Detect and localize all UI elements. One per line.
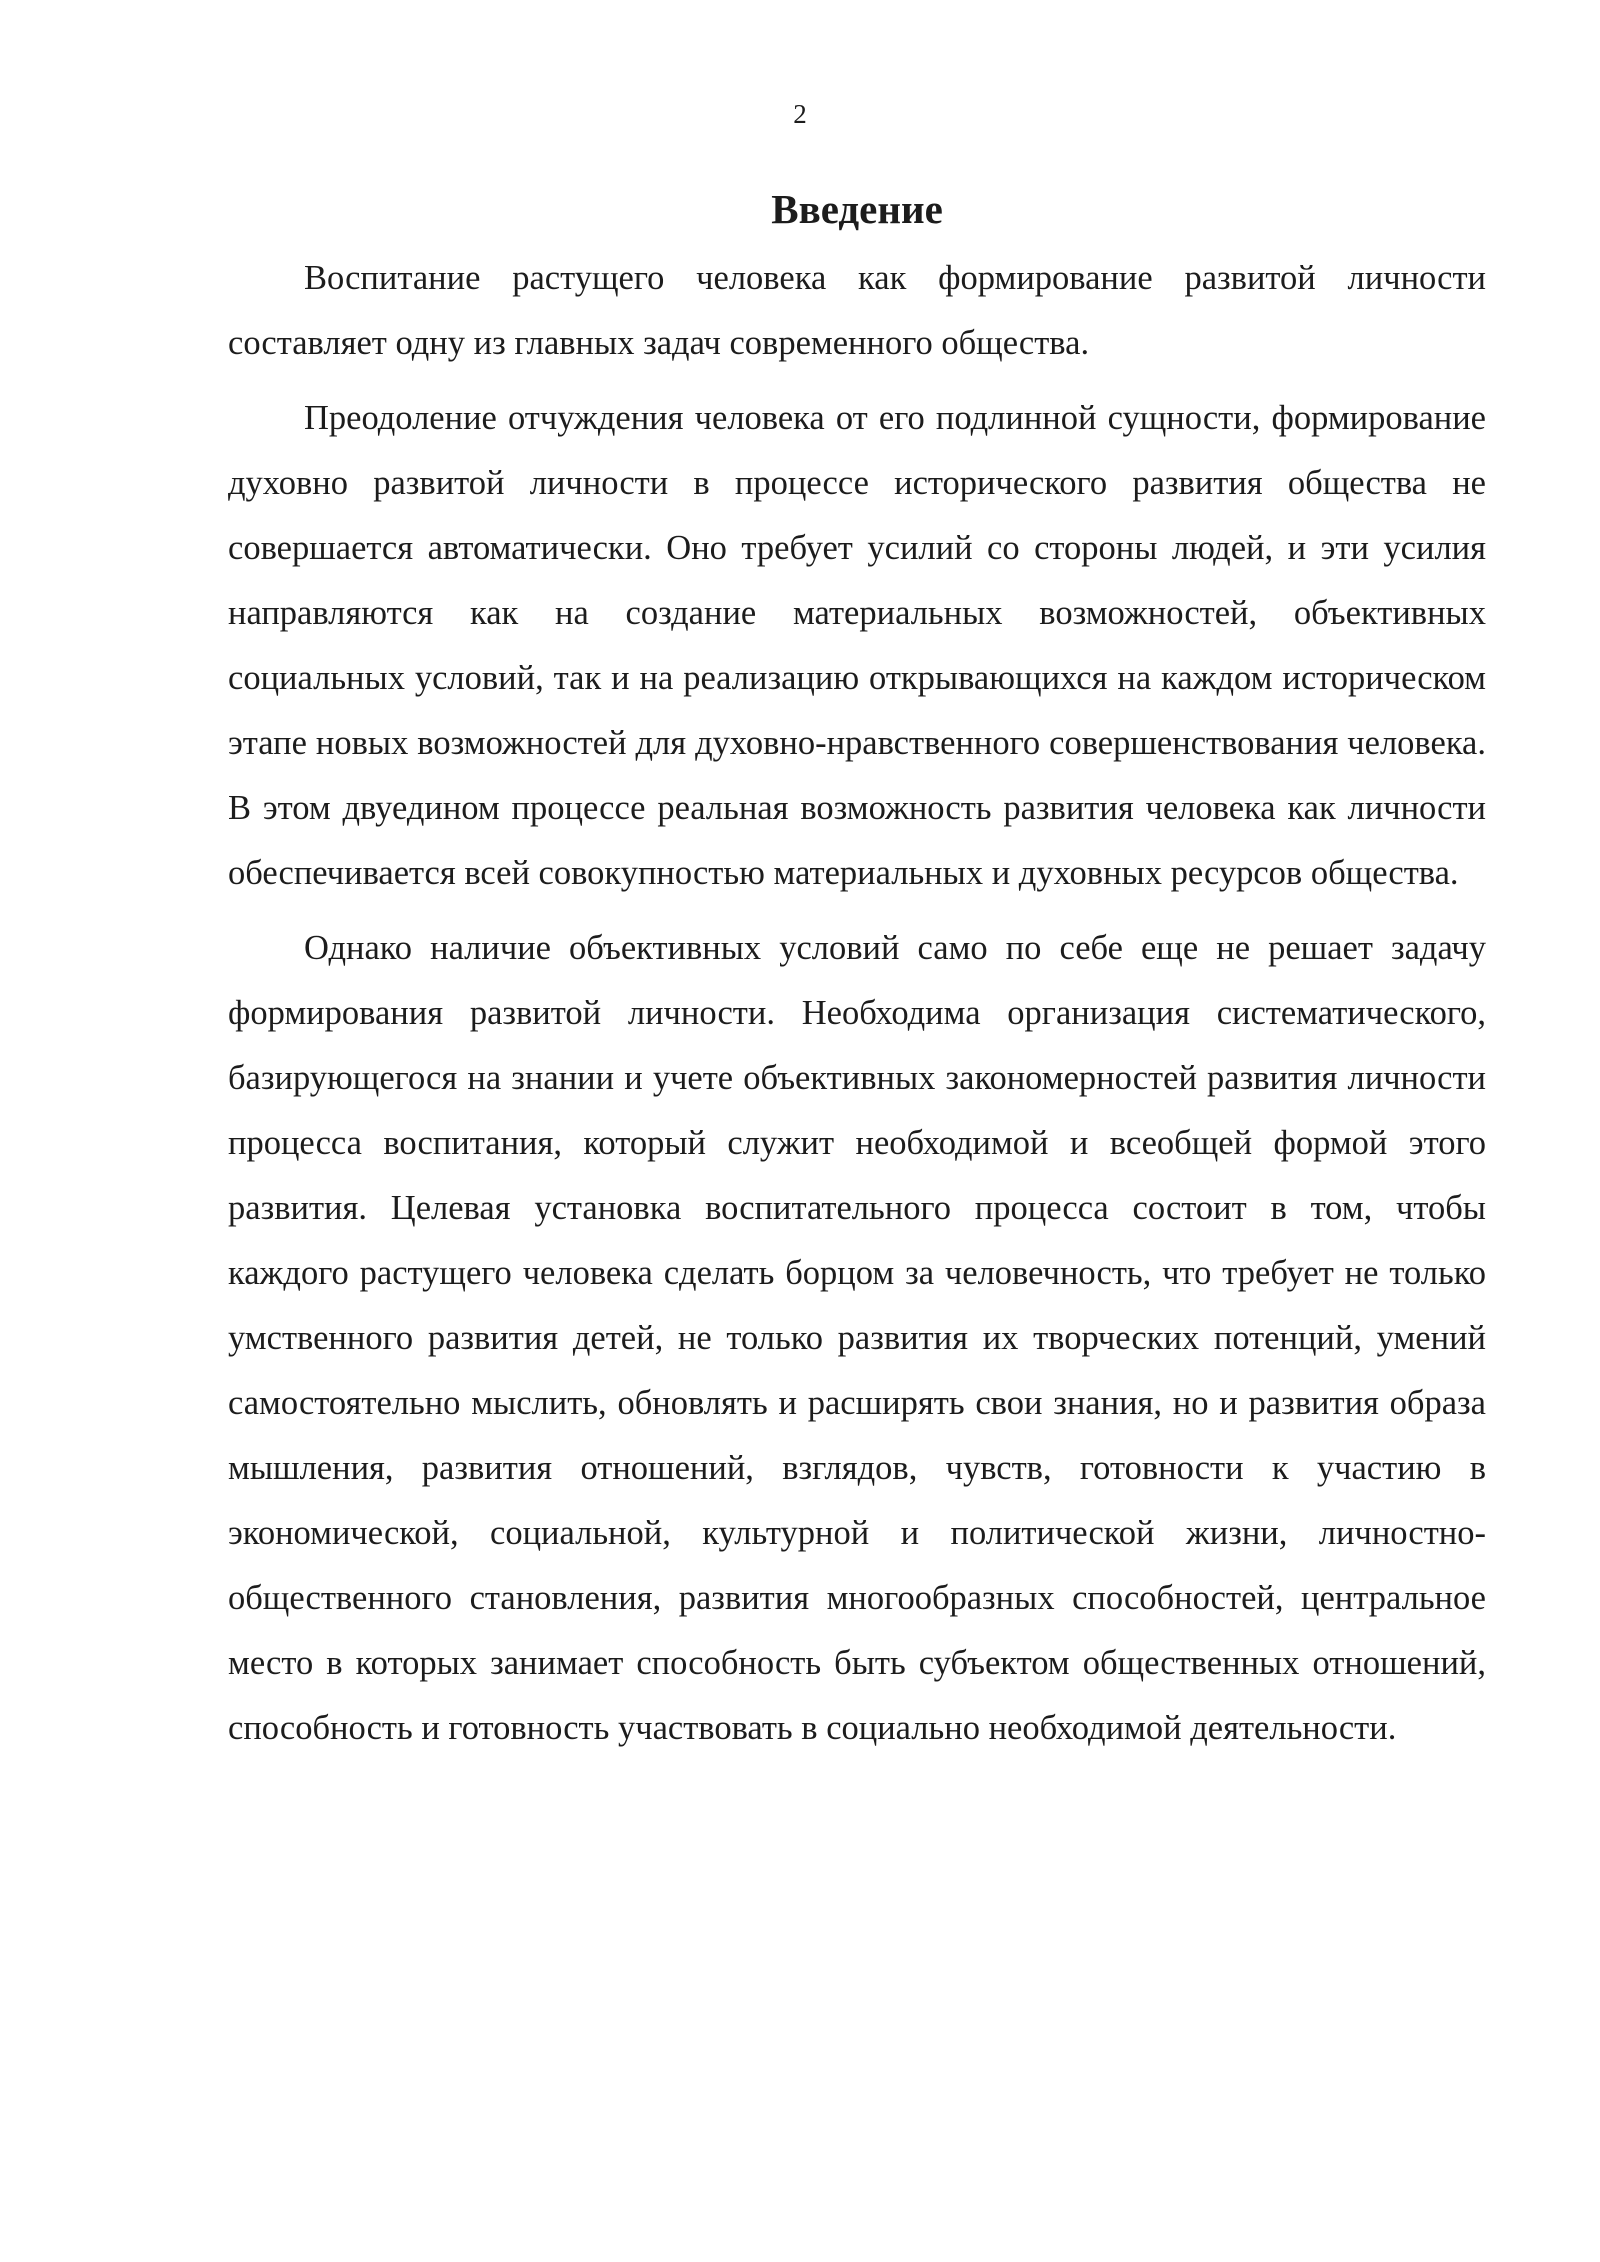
page-number: 2 [793, 99, 807, 129]
paragraph-3: Однако наличие объективных условий само по себе еще не решает задачу формирования развитой личности. Необходима организация систематического, базирующегося на знании и учете объективных закономерностей развития личности процесса воспитания, который служит необходимой и всеобщей формой этого развития. Целевая установка воспитательного процесса состоит в том, чтобы каждого растущего человека сделать борцом за человечность, что требует не только умственного развития детей, не только развития их творческих потенций, умений самостоятельно мыслить, обновлять и расширять свои знания, но и развития образа мышления, развития отношений, взглядов, чувств, готовности к участию в экономической, социальной, культурной и политической жизни, личностно-общественного становления, развития многообразных способностей, центральное место в которых занимает способность быть субъектом общественных отношений, способность и готовность участвовать в социально необходимой деятельности. [228, 929, 1486, 1747]
page-content [228, 180, 1486, 1771]
paragraph-1: Воспитание растущего человека как формирование развитой личности составляет одну из главных задач современного общества. [228, 259, 1486, 362]
section-heading: Введение [771, 186, 943, 232]
paragraph-2: Преодоление отчуждения человека от его подлинной сущности, формирование духовно развитой личности в процессе исторического развития общества не совершается автоматически. Оно требует усилий со стороны людей, и эти усилия направляются как на создание материальных возможностей, объективных социальных условий, так и на реализацию открывающихся на каждом историческом этапе новых возможностей для духовно-нравственного совершенствования человека. В этом двуедином процессе реальная возможность развития человека как личности обеспечивается всей совокупностью материальных и духовных ресурсов общества. [228, 399, 1486, 892]
